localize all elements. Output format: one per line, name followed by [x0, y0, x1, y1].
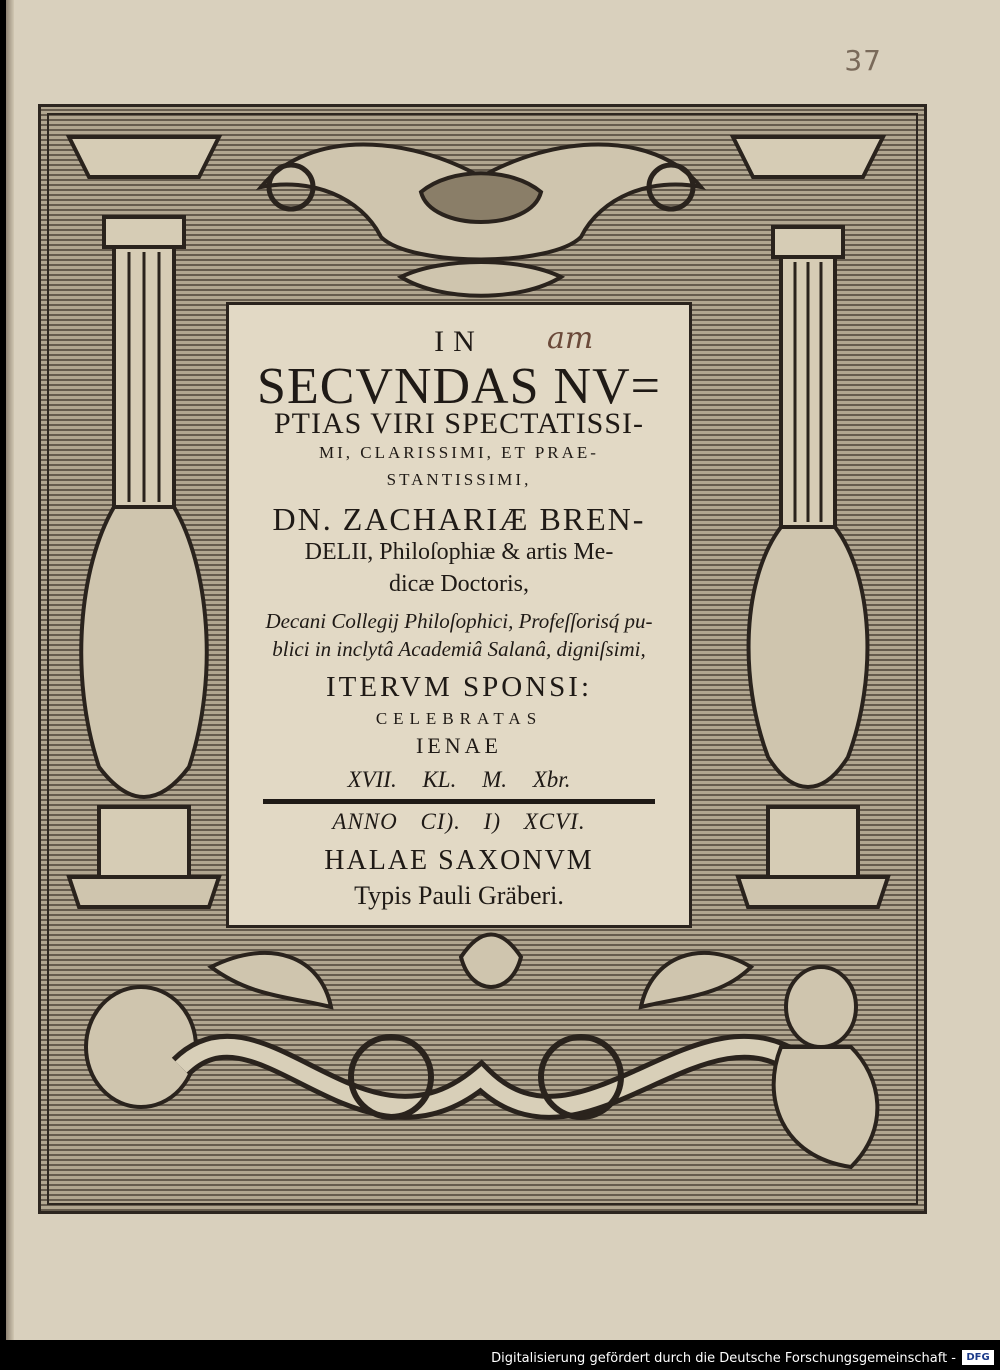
imprint-printer: Typis Pauli Gräberi.: [354, 881, 564, 910]
digitization-footer: [0, 1346, 1000, 1370]
imprint-place: HALAE SAXONVM: [324, 845, 594, 876]
dfg-logo: DFG: [962, 1350, 994, 1365]
year-line: ANNO CI). I) XCVI.: [332, 809, 586, 834]
title-line-9: Decani Collegij Philoſophici, Profeſſorisq́ pu-: [265, 609, 653, 633]
acanthus-urn-ornament: [221, 117, 741, 307]
title-line-8: dicæ Doctoris,: [389, 571, 529, 597]
funding-notice: Digitalisierung gefördert durch die Deutsche Forschungsgemeinschaft -: [491, 1351, 956, 1366]
title-line-1: IN: [434, 325, 484, 358]
title-line-5: STANTISSIMI,: [386, 470, 532, 489]
folio-number: 37: [844, 44, 882, 77]
handwritten-annotation: am: [547, 321, 594, 356]
title-panel: [226, 302, 692, 928]
title-line-2: SECVNDAS NV=: [257, 358, 661, 415]
title-line-12: CELEBRATAS: [375, 709, 543, 728]
page-gutter-shadow: [6, 0, 14, 1340]
double-rule-divider: [263, 799, 655, 804]
title-line-4: MI, CLARISSIMI, ET PRAE-: [319, 443, 599, 462]
title-line-7: DELII, Philoſophiæ & artis Me-: [304, 539, 614, 565]
date-line: XVII. KL. M. Xbr.: [347, 767, 571, 792]
right-column-ornament: [713, 117, 903, 917]
title-line-10: blici in inclytâ Academiâ Salanâ, digniſsimi,: [272, 637, 646, 661]
left-column-ornament: [59, 117, 229, 917]
title-line-3: PTIAS VIRI SPECTATISSI-: [273, 407, 645, 440]
dedicatee-name: DN. ZACHARIÆ BREN-: [272, 501, 646, 537]
grotesque-figures-ornament: [61, 927, 906, 1197]
title-line-11: ITERVM SPONSI:: [325, 671, 593, 703]
place-line: IENAE: [416, 733, 502, 758]
